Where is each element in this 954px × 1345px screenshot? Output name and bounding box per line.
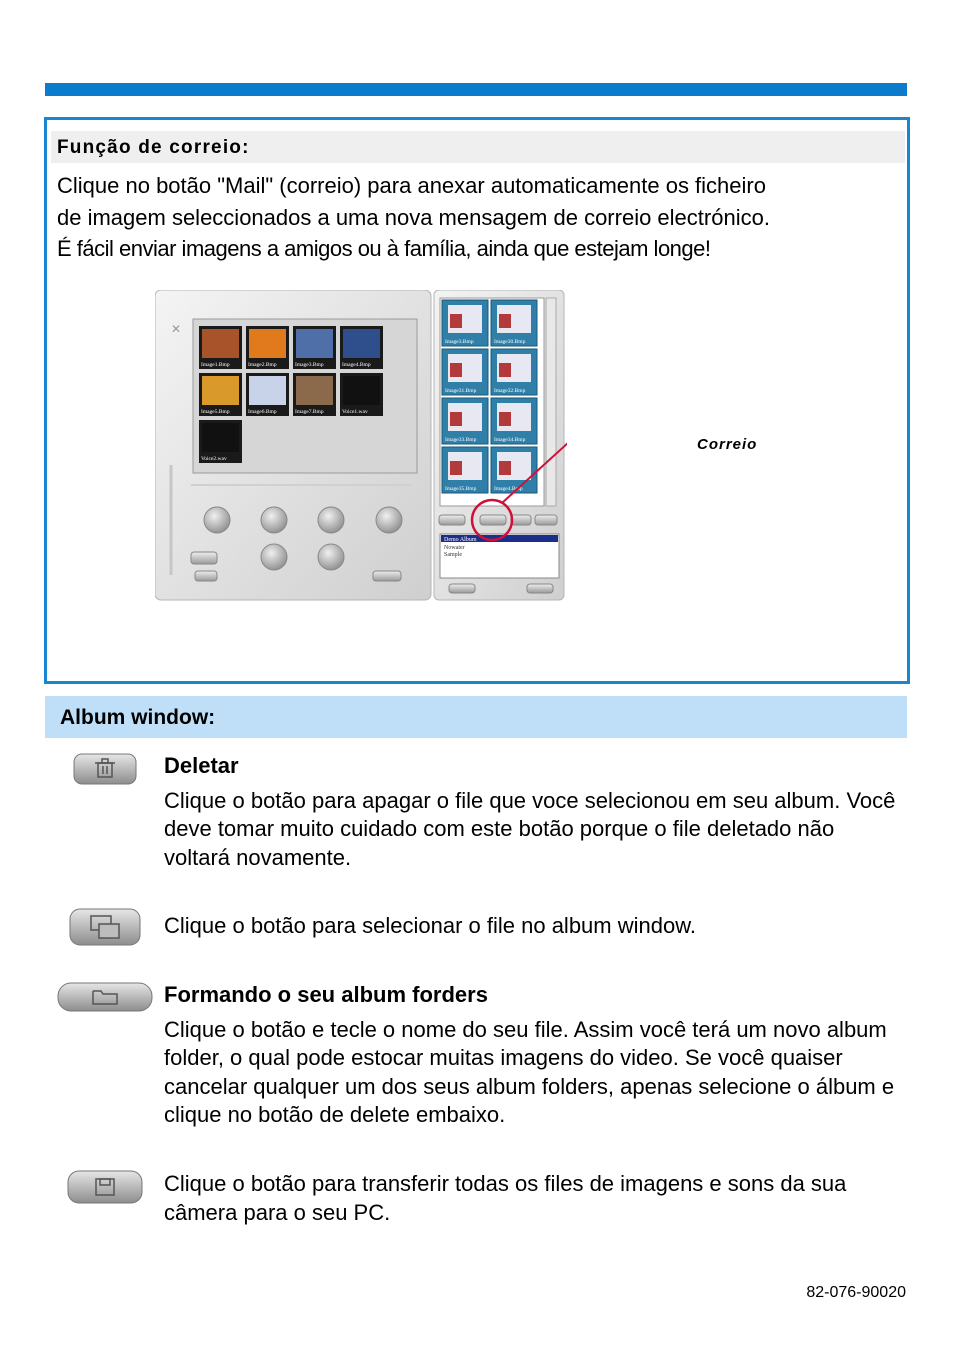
thumbnail-label: Image6.Bmp	[248, 409, 277, 415]
thumbnail-label: Image5.Bmp	[201, 409, 230, 415]
mail-section-title: Função de correio:	[57, 137, 250, 158]
thumbnail-item[interactable]	[199, 326, 242, 369]
album-thumbnail-label: Image31.Bmp	[445, 388, 477, 394]
thumbnail-item[interactable]	[199, 420, 242, 463]
thumbnail-label: Image7.Bmp	[295, 409, 324, 415]
stop-knob[interactable]	[261, 507, 287, 533]
thumbnail-item[interactable]	[199, 373, 242, 416]
top-blue-bar	[45, 83, 907, 96]
thumbnail-label: Image1.Bmp	[201, 362, 230, 368]
album-section-header	[45, 696, 907, 738]
album-thumbnail-label: Image35.Bmp	[445, 486, 477, 492]
select-button-small[interactable]	[439, 515, 465, 525]
mail-line-2: de imagem seleccionados a uma nova mensagem de correio electrónico.	[57, 204, 770, 230]
album-list-item[interactable]: Demo Album	[444, 537, 477, 543]
mail-line-1: Clique no botão "Mail" (correio) para anexar automaticamente os ficheiro	[57, 173, 766, 198]
edit-knob[interactable]	[204, 507, 230, 533]
album-thumbnail-label: Image34.Bmp	[494, 437, 526, 443]
album-section-title: Album window:	[60, 706, 216, 729]
thumbnail-label: Image3.Bmp	[295, 362, 324, 368]
thumbnail-label: Voice1.wav	[342, 409, 368, 415]
mail-line-3: É fácil enviar imagens a amigos ou à família, ainda que estejam longe!	[57, 236, 711, 261]
transfer-button[interactable]	[67, 1170, 143, 1204]
document-code: 82-076-90020	[806, 1284, 906, 1301]
album-thumbnail-label: Image4.Bmp	[494, 486, 523, 492]
album-thumbnail-label: Image32.Bmp	[494, 388, 526, 394]
thumbnail-item[interactable]	[340, 326, 383, 369]
thumbnail-item[interactable]	[293, 326, 336, 369]
album-thumbnail-item[interactable]	[442, 300, 488, 346]
delete-description	[164, 752, 904, 872]
play-knob[interactable]	[318, 507, 344, 533]
album-thumbnail-item[interactable]	[442, 349, 488, 395]
album-list-item[interactable]: Sample	[444, 552, 462, 558]
mail-section-header	[51, 131, 905, 163]
close-icon[interactable]: ✕	[171, 322, 182, 336]
thumbnail-label: Voice2.wav	[201, 456, 227, 462]
select-button[interactable]	[69, 908, 141, 946]
folder-button-small[interactable]	[511, 515, 531, 525]
thumbnail-item[interactable]	[293, 373, 336, 416]
delete-title: Deletar	[164, 753, 239, 778]
mail-description	[57, 170, 895, 265]
album-thumbnail-item[interactable]	[491, 398, 537, 444]
delete-button-small[interactable]	[535, 515, 557, 525]
thumbnail-label: Image4.Bmp	[342, 362, 371, 368]
folder-text: Clique o botão e tecle o nome do seu file. Assim você terá um novo album folder, o qual pode estocar muitas imagens do video. Se você quaiser cancelar qualquer um dos seus album folders, apenas selecione o álbum e clique no botão de delete embaixo.	[164, 1016, 895, 1127]
delete-text: Clique o botão para apagar o file que voce selecionou em seu album. Você deve tomar muito cuidado com este botão porque o file deletado não voltará novamente.	[164, 787, 896, 870]
transfer-text: Clique o botão para transferir todas os files de imagens e sons da sua câmera para o seu PC.	[164, 1171, 847, 1225]
mail-callout-label: Correio	[697, 436, 758, 453]
record-knob[interactable]	[318, 544, 344, 570]
folder-description	[164, 981, 904, 1130]
album-thumbnail-label: Image33.Bmp	[445, 437, 477, 443]
sound-knob[interactable]	[376, 507, 402, 533]
transfer-description	[164, 1170, 904, 1227]
album-thumbnail-item[interactable]	[491, 349, 537, 395]
album-thumbnail-label: Image30.Bmp	[494, 339, 526, 345]
thumbnail-item[interactable]	[340, 373, 383, 416]
thumbnail-label: Image2.Bmp	[248, 362, 277, 368]
select-description	[164, 912, 904, 941]
software-screenshot	[155, 290, 567, 605]
album-list-item[interactable]: Nowater	[444, 545, 465, 551]
settings-knob[interactable]	[261, 544, 287, 570]
thumbnail-item[interactable]	[246, 373, 289, 416]
folder-title: Formando o seu album forders	[164, 982, 488, 1007]
new-folder-button[interactable]	[57, 982, 153, 1012]
mail-button-small[interactable]	[480, 515, 506, 525]
album-thumbnail-item[interactable]	[442, 398, 488, 444]
mail-function-box	[44, 117, 910, 684]
album-thumbnail-item[interactable]	[491, 447, 537, 493]
thumbnail-item[interactable]	[246, 326, 289, 369]
album-thumbnail-item[interactable]	[491, 300, 537, 346]
album-toolbar	[439, 515, 557, 525]
album-thumbnail-item[interactable]	[442, 447, 488, 493]
select-text: Clique o botão para selecionar o file no album window.	[164, 913, 696, 938]
delete-button[interactable]	[73, 753, 137, 785]
album-scrollbar[interactable]	[546, 298, 556, 506]
album-thumbnail-label: Image3.Bmp	[445, 339, 474, 345]
